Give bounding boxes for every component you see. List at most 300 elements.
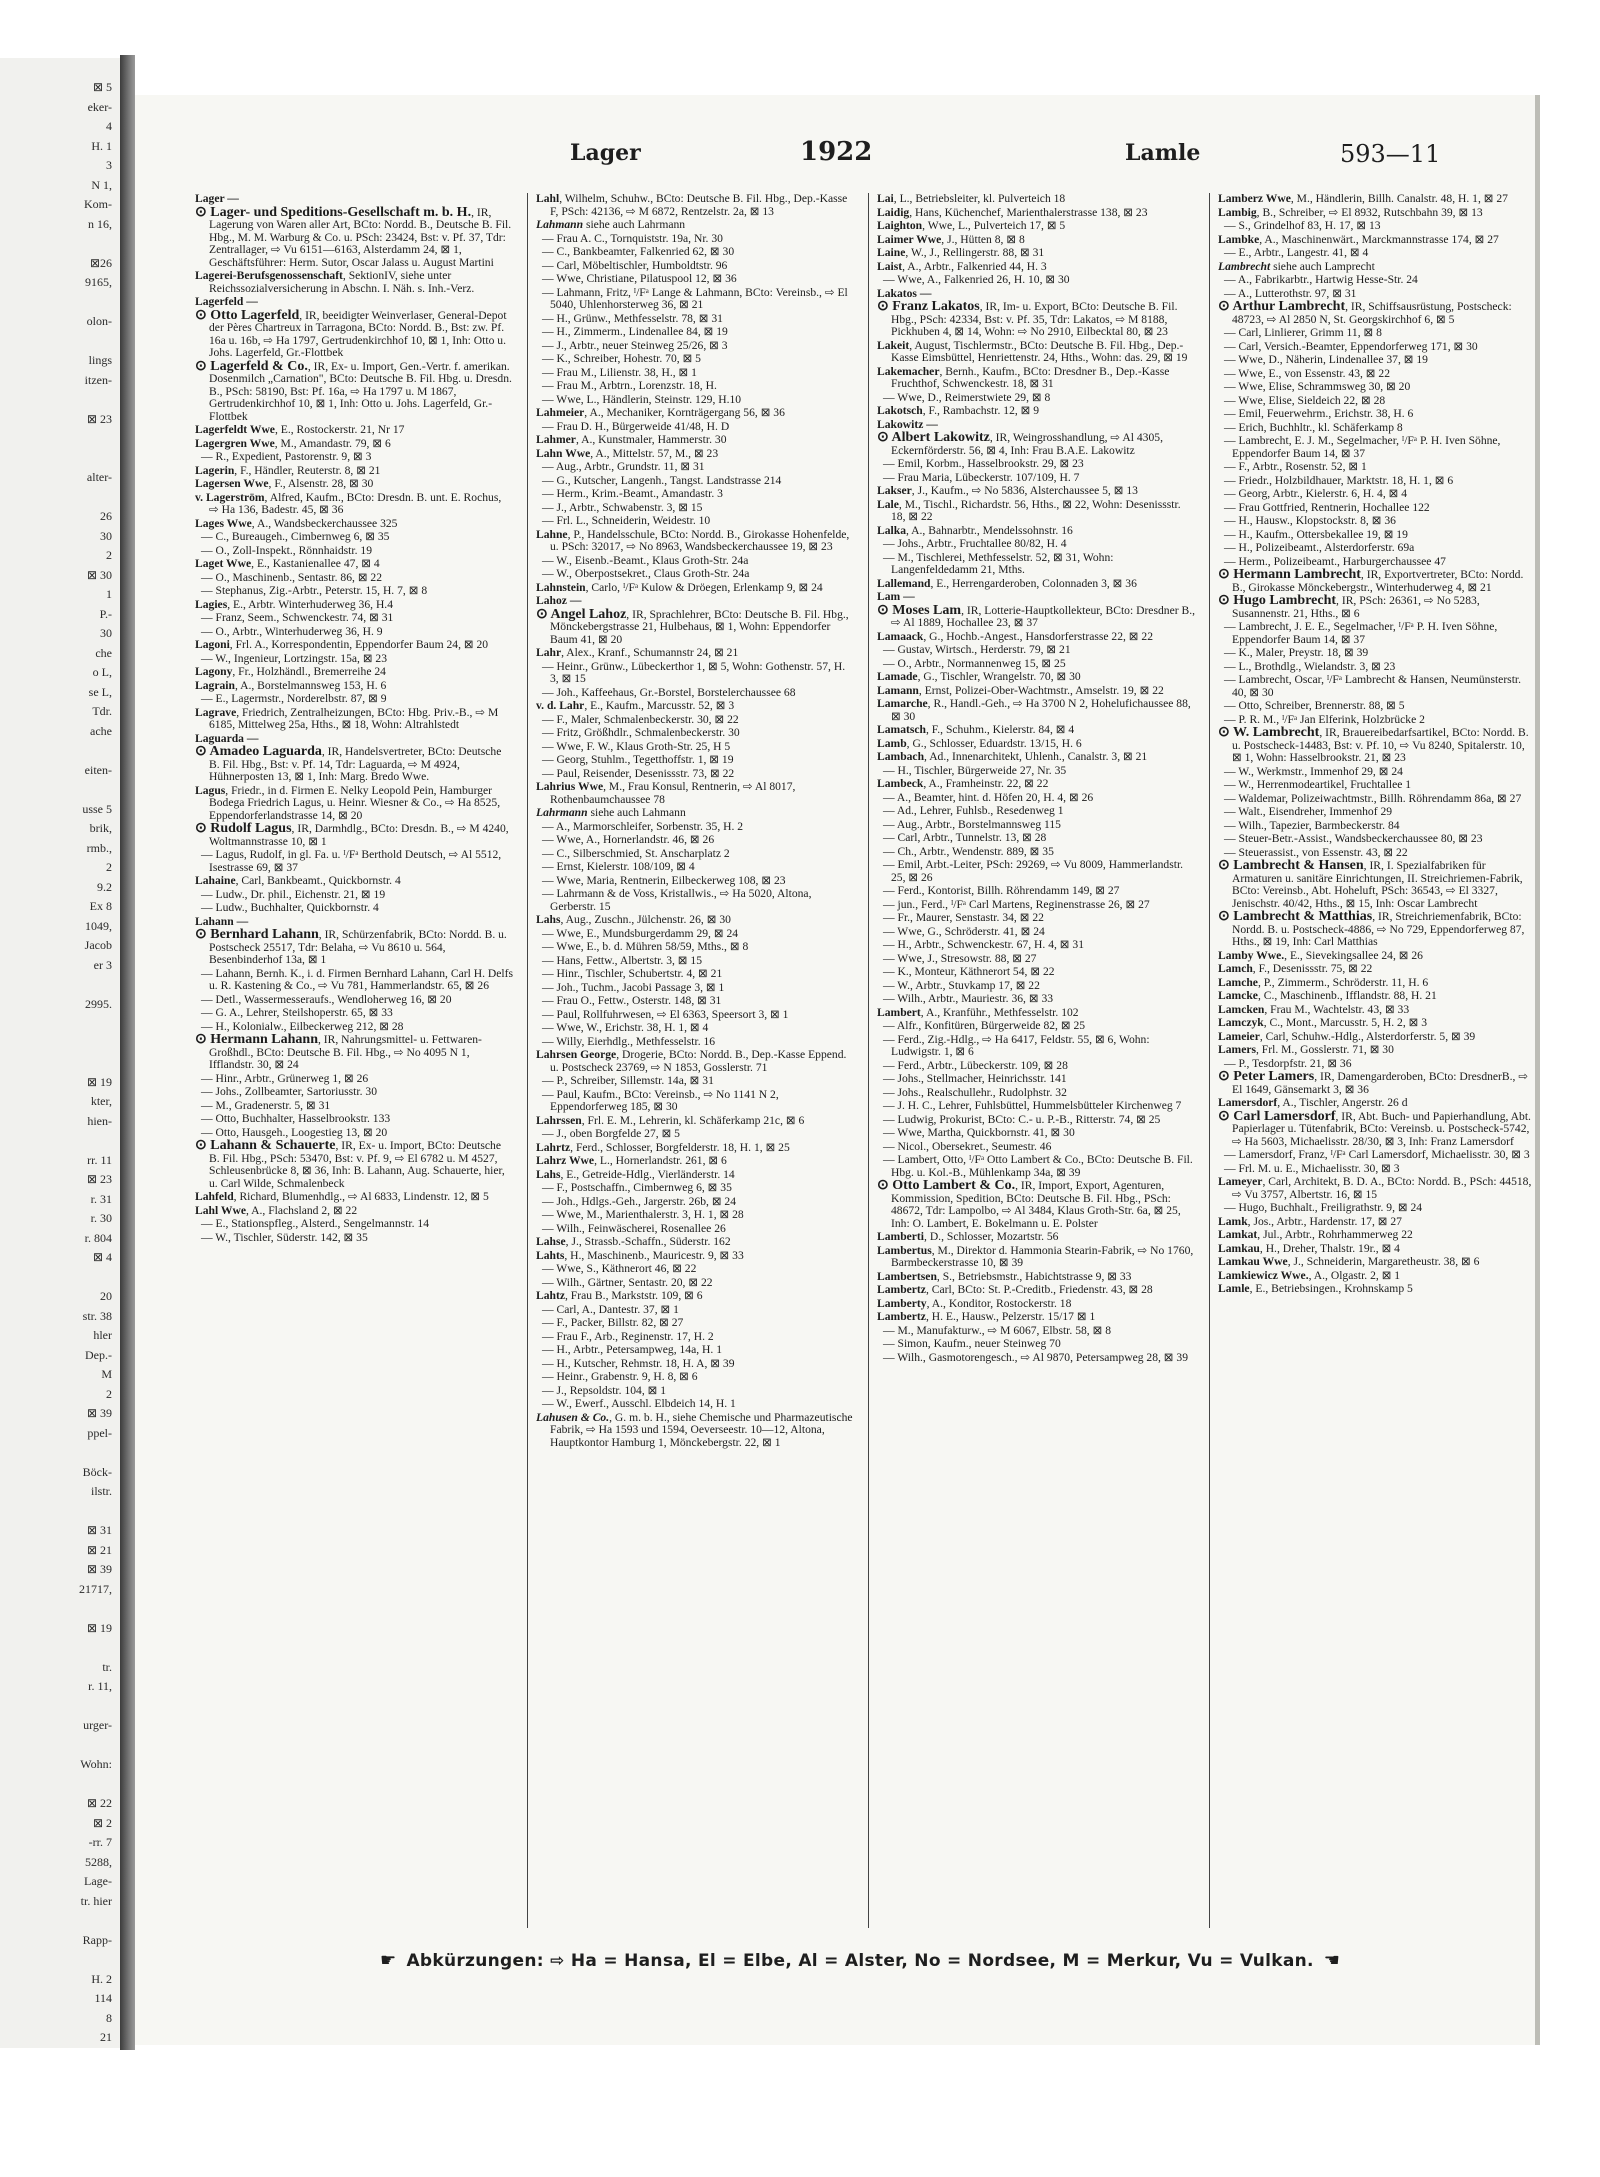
directory-entry: Lamberty, A., Konditor, Rostockerstr. 18	[877, 1296, 1072, 1310]
directory-entry: ⊙ Carl Lamersdorf, IR, Abt. Buch- und Papierhandlung, Abt. Papierlager u. Tütenfabrik, BCto: Vereinsb. u. Postscheck-5742, ⇨ Ha 5603, Michaelisstr. 28/30, ⊠ 3, Inh: Franz Lamersdorf	[1218, 1108, 1531, 1148]
directory-entry: — Wwe, D., Reimerstwiete 29, ⊠ 8	[883, 390, 1051, 404]
directory-entry: ⊙ Bernhard Lahann, IR, Schürzenfabrik, BCto: Nordd. B. u. Postscheck 25517, Tdr: Belaha, ⇨ Vu 8610 u. 564, Besenbinderhof 13a, ⊠ 1	[195, 927, 507, 966]
directory-entry: — Frl. L., Schneiderin, Weidestr. 10	[542, 514, 711, 527]
directory-entry: ⊙ Hermann Lahann, IR, Nahrungsmittel- u. Fettwaren-Großhdl., BCto: Deutsche B. Fil. Hbg., ⇨ No 4095 N 1, Ifflandstr. 30, ⊠ 24	[195, 1032, 482, 1071]
directory-entry: — Heinr., Grünw., Lübeckerthor 1, ⊠ 5, Wohn: Gothenstr. 57, H. 3, ⊠ 15	[542, 659, 846, 685]
directory-entry: — Wilh., Arbtr., Mauriestr. 36, ⊠ 33	[883, 992, 1054, 1005]
directory-entry: — Erich, Buchhltr., kl. Schäferkamp 8	[1224, 420, 1403, 434]
prev-page-fragment: urger-	[83, 1718, 112, 1732]
prev-page-fragment: olon-	[86, 314, 112, 328]
directory-entry: Lamk, Jos., Arbtr., Hardenstr. 17, ⊠ 27	[1218, 1214, 1402, 1228]
directory-entry: — M., Tischlerei, Methfesselstr. 52, ⊠ 31, Wohn: Langenfeldedamm 21, Mths.	[883, 550, 1114, 576]
directory-entry: — Ferd., Zig.-Hdlg., ⇨ Ha 6417, Feldstr. 55, ⊠ 6, Wohn: Ludwigstr. 1, ⊠ 6	[883, 1032, 1150, 1058]
directory-entry: Lahmer, A., Kunstmaler, Hammerstr. 30	[536, 433, 727, 446]
directory-entry: Laist, A., Arbtr., Falkenried 44, H. 3	[877, 259, 1047, 273]
directory-entry: — Wilh., Feinwäscherei, Rosenallee 26	[542, 1221, 726, 1235]
directory-entry: — H., Kutscher, Rehmstr. 18, H. A, ⊠ 39	[542, 1356, 735, 1370]
directory-entry: — H., Kaufm., Ottersbekallee 19, ⊠ 19	[1224, 527, 1408, 541]
directory-entry: Lamche, P., Zimmerm., Schröderstr. 11, H. 6	[1218, 975, 1429, 989]
directory-entry: — Franz, Seem., Schwenckestr. 74, ⊠ 31	[201, 611, 394, 624]
directory-entry: — J., oben Borgfelde 27, ⊠ 5	[542, 1127, 680, 1140]
directory-entry: — O., Zoll-Inspekt., Rönnhaidstr. 19	[201, 543, 372, 557]
directory-entry: — W., Oberpostsekret., Claus Groth-Str. 24a	[542, 567, 750, 580]
directory-entry: — Wwe, D., Näherin, Lindenallee 37, ⊠ 19	[1224, 353, 1428, 366]
book-gutter	[120, 55, 135, 2050]
prev-page-fragment: lings	[88, 353, 112, 367]
directory-entry: — Frau M., Arbtrn., Lorenzstr. 18, H.	[542, 379, 717, 392]
directory-entry: — Lambrecht, J. E. E., Segelmacher, ᴵ/Fᵃ P. H. Iven Söhne, Eppendorfer Baum 14, ⊠ 37	[1224, 620, 1498, 646]
directory-entry: Lahts, H., Maschinenb., Mauricestr. 9, ⊠ 33	[536, 1248, 744, 1262]
directory-entry: ⊙ Lagerfeld & Co., IR, Ex- u. Import, Gen.-Vertr. f. amerikan. Dosenmilch „Carnation", BCto: Deutsche B. Fil. Hbg. u. Dresdn. B., PSch: 58190, Bst: Pf. 16a, ⇨ Ha 1797 u. M 1867, Gertrudenkirchhof 10, ⊠ 1, Inh: Otto u. Johs. Lagerfeld, Gr.-Flottbek	[195, 358, 512, 423]
directory-entry: Lahrius Wwe, M., Frau Konsul, Rentnerin, ⇨ Al 8017, Rothenbaumchaussee 78	[536, 780, 796, 806]
surname-heading: Lagerfeld —	[195, 295, 258, 308]
directory-entry: Lahusen & Co., G. m. b. H., siehe Chemische und Pharmazeutische Fabrik, ⇨ Ha 1593 und 1594, Oeverseestr. 10—12, Altona, Hauptkontor Hamburg 1, Mönckebergstr. 22, ⊠ 1	[536, 1410, 853, 1449]
prev-page-fragment: 114	[94, 1991, 112, 2005]
directory-entry: — Wwe, L., Händlerin, Steinstr. 129, H.10	[542, 392, 742, 406]
prev-page-fragment: 21717,	[79, 1581, 112, 1596]
directory-entry: ⊙ Lager- und Speditions-Gesellschaft m. b. H., IR, Lagerung von Waren aller Art, BCto: Nordd. B., Deutsche B. Fil. Hbg., M. M. Warburg & Co. u. PSch: 23424, Bst: v. Pf. 37, Tdr: Zentrallager, ⇨ Vu 6151—6163, Alsterdamm 24, ⊠ 1, Geschäftsführer: Herm. Sutor, Oscar Jalass u. August Martini	[195, 204, 512, 269]
directory-entry: — Johs., Stellmacher, Heinrichsstr. 141	[883, 1072, 1067, 1085]
directory-entry: Lagony, Fr., Holzhändl., Bremerreihe 24	[195, 665, 386, 678]
running-head-year: 1922	[800, 137, 873, 167]
directory-page	[135, 95, 1540, 2045]
directory-entry: — W., Ingenieur, Lortzingstr. 15a, ⊠ 23	[201, 651, 388, 665]
directory-entry: Lambeck, A., Framheinstr. 22, ⊠ 22	[877, 777, 1049, 790]
directory-entry: — Frau A. C., Tornquiststr. 19a, Nr. 30	[542, 231, 723, 245]
directory-entry: — C., Bureaugeh., Cimbernweg 6, ⊠ 35	[201, 530, 390, 543]
prev-page-fragment: 8	[106, 2010, 112, 2025]
directory-entry: — Gustav, Wirtsch., Herderstr. 79, ⊠ 21	[883, 643, 1071, 656]
directory-entry: Lahs, E., Getreide-Hdlg., Vierländerstr. 14	[536, 1167, 735, 1181]
directory-entry: — F., Packer, Billstr. 82, ⊠ 27	[542, 1316, 684, 1329]
directory-entry: — Johs., Zollbeamter, Sartoriusstr. 30	[201, 1085, 378, 1098]
prev-page-fragment: kter,	[90, 1094, 112, 1108]
directory-entry: — Hans, Fettw., Albertstr. 3, ⊠ 15	[542, 953, 702, 967]
directory-entry: — Ludw., Dr. phil., Eichenstr. 21, ⊠ 19	[201, 887, 386, 901]
directory-entry: Lamch, F., Desenissstr. 75, ⊠ 22	[1218, 962, 1373, 975]
directory-entry: Laimer Wwe, J., Hütten 8, ⊠ 8	[877, 232, 1025, 246]
directory-entry: — M., Gradenerstr. 5, ⊠ 31	[201, 1098, 331, 1112]
prev-page-fragment: Rapp-	[82, 1932, 112, 1947]
directory-entry: ⊙ Franz Lakatos, IR, Im- u. Export, BCto: Deutsche B. Fil. Hbg., PSch: 42334, Bst: v. Pf. 35, Tdr: Lakatos, ⇨ M 8188, Pickhuben 4, ⊠ 14, Wohn: ⇨ No 2910, Eilbecktal 80, ⊠ 23	[877, 299, 1178, 338]
directory-entry: ⊙ Otto Lambert & Co., IR, Import, Export, Agenturen, Kommission, Spedition, BCto: Deutsche B. Fil. Hbg., PSch: 48672, Tdr: Lampolbo, ⇨ Al 3484, Klaus Groth-Str. 6a, ⊠ 25, Inh: O. Lambert, E. Bokelmann u. E. Polster	[877, 1178, 1181, 1230]
prev-page-fragment: Kom-	[84, 197, 112, 211]
directory-entry: Lameyer, Carl, Architekt, B. D. A., BCto: Nordd. B., PSch: 44518, ⇨ Vu 3757, Albertstr. 16, ⊠ 15	[1218, 1175, 1532, 1201]
directory-entry: Lahrz Wwe, L., Hornerlandstr. 261, ⊠ 6	[536, 1154, 727, 1167]
directory-entry: Lambert, A., Kranführ., Methfesselstr. 102	[877, 1005, 1079, 1019]
prev-page-fragment: se L,	[88, 684, 112, 699]
directory-entry: ⊙ Arthur Lambrecht, IR, Schiffsausrüstung, Postscheck: 48723, ⇨ Al 2850 N, St. Georgskirchhof 6, ⊠ 5	[1218, 299, 1512, 326]
directory-entry: — H., Kolonialw., Eilbeckerweg 212, ⊠ 28	[201, 1019, 404, 1033]
directory-column-4	[1218, 193, 1536, 1928]
prev-page-fragment: ache	[90, 723, 112, 738]
directory-entry: — Frau D. H., Bürgerweide 41/48, H. D	[542, 419, 730, 433]
prev-page-fragment: ⊠ 4	[92, 1250, 112, 1264]
directory-entry: — Lagus, Rudolf, in gl. Fa. u. ᴵ/Fᵃ Berthold Deutsch, ⇨ Al 5512, Isestrasse 69, ⊠ 37	[201, 848, 502, 874]
directory-entry: — Otto, Schreiber, Brennerstr. 88, ⊠ 5	[1224, 699, 1405, 712]
prev-page-fragment: ⊠ 23	[86, 1172, 112, 1186]
directory-entry: ⊙ Lahann & Schauerte, IR, Ex- u. Import, BCto: Deutsche B. Fil. Hbg., PSch: 53470, Bst: v. Pf. 9, ⇨ El 6782 u. M 4527, Schleusenbrücke 8, ⊠ 36, Inh: B. Lahann, Aug. Schauerte, hier, u. Carl Wilde, Schmalenbeck	[195, 1138, 505, 1190]
directory-entry: — Lambert, Otto, ᴵ/Fᵃ Otto Lambert & Co., BCto: Deutsche B. Fil. Hbg. u. Kol.-B., Mühlenkamp 34a, ⊠ 39	[883, 1153, 1193, 1179]
directory-entry: — H., Arbtr., Schwenckestr. 67, H. 4, ⊠ 31	[883, 938, 1084, 951]
prev-page-fragment: r. 30	[90, 1211, 112, 1225]
directory-entry: — Johs., Arbtr., Fruchtallee 80/82, H. 4	[883, 537, 1067, 550]
directory-entry: Lahn Wwe, A., Mittelstr. 57, M., ⊠ 23	[536, 446, 719, 460]
directory-entry: — Wwe, E., b. d. Mühren 58/59, Mths., ⊠ 8	[542, 940, 749, 953]
directory-entry: — W., Arbtr., Stuvkamp 17, ⊠ 22	[883, 978, 1040, 992]
prev-page-fragment: P.-	[99, 606, 112, 621]
directory-entry: — Simon, Kaufm., neuer Steinweg 70	[883, 1337, 1061, 1350]
directory-entry: — Frl. M. u. E., Michaelisstr. 30, ⊠ 3	[1224, 1161, 1400, 1175]
directory-entry: — Wwe, A., Hornerlandstr. 46, ⊠ 26	[542, 833, 715, 846]
directory-entry: — Wwe, Elise, Schrammsweg 30, ⊠ 20	[1224, 380, 1411, 393]
surname-heading: Lager —	[195, 193, 239, 205]
directory-entry: Lahrsen George, Drogerie, BCto: Nordd. B., Dep.-Kasse Eppend. u. Postscheck 23769, ⇨ N 1853, Gosslerstr. 71	[536, 1048, 847, 1074]
directory-entry: Lahfeld, Richard, Blumenhdlg., ⇨ Al 6833, Lindenstr. 12, ⊠ 5	[195, 1190, 489, 1203]
directory-entry: Lamcken, Frau M., Wachtelstr. 43, ⊠ 33	[1218, 1002, 1410, 1016]
prev-page-fragment: 26	[100, 509, 112, 523]
directory-entry: Lahmann siehe auch Lahrmann	[536, 218, 686, 231]
prev-page-fragment: N 1,	[91, 177, 112, 192]
directory-entry: — Steuer-Betr.-Assist., Wandsbeckerchaussee 80, ⊠ 23	[1224, 832, 1483, 845]
directory-entry: — L., Brothdlg., Wielandstr. 3, ⊠ 23	[1224, 659, 1396, 673]
directory-entry: Lakotsch, F., Rambachstr. 12, ⊠ 9	[877, 404, 1040, 417]
directory-entry: Lamade, G., Tischler, Wrangelstr. 70, ⊠ 30	[877, 670, 1081, 683]
directory-entry: — E., Arbtr., Langestr. 41, ⊠ 4	[1224, 246, 1369, 259]
prev-page-fragment: ⊠ 39	[86, 1406, 112, 1420]
prev-page-fragment: Wohn:	[80, 1757, 112, 1771]
directory-entry: Lamczyk, C., Mont., Marcusstr. 5, H. 2, ⊠ 3	[1218, 1016, 1428, 1029]
directory-entry: — M., Manufakturw., ⇨ M 6067, Elbstr. 58, ⊠ 8	[883, 1323, 1111, 1337]
directory-entry: — Otto, Hausgeh., Loogestieg 13, ⊠ 20	[201, 1125, 388, 1139]
directory-entry: — A., Beamter, hint. d. Höfen 20, H. 4, ⊠ 26	[883, 790, 1094, 804]
surname-heading: Lakowitz —	[877, 417, 938, 431]
directory-entry: Laine, W., J., Rellingerstr. 88, ⊠ 31	[877, 246, 1045, 259]
directory-entry: Lamersdorf, A., Tischler, Angerstr. 26 d	[1218, 1096, 1408, 1109]
directory-entry: — J., Repsoldstr. 104, ⊠ 1	[542, 1383, 667, 1397]
directory-entry: — Nicol., Obersekret., Seumestr. 46	[883, 1139, 1052, 1153]
prev-page-fragment: 1049,	[85, 918, 112, 933]
directory-entry: Lagrain, A., Borstelmannsweg 153, H. 6	[195, 678, 387, 692]
directory-entry: Lambertz, H. E., Hausw., Pelzerstr. 15/17 ⊠ 1	[877, 1310, 1096, 1323]
prev-page-fragment: -rr. 7	[88, 1835, 112, 1849]
directory-entry: — Steuerassist., von Essenstr. 43, ⊠ 22	[1224, 845, 1408, 859]
directory-entry: — Joh., Hdlgs.-Geh., Jargerstr. 26b, ⊠ 24	[542, 1194, 737, 1208]
prev-page-fragment: r. 11,	[88, 1679, 112, 1693]
running-head-last-entry: Lamle	[1125, 140, 1201, 166]
directory-entry: — Wwe, Martha, Quickbornstr. 41, ⊠ 30	[883, 1126, 1075, 1139]
prev-page-fragment: ilstr.	[90, 1484, 112, 1498]
surname-heading: Lahoz —	[536, 594, 582, 607]
prev-page-fragment: o L,	[92, 665, 112, 679]
directory-entry: Lalka, A., Bahnarbtr., Mendelssohnstr. 16	[877, 523, 1073, 537]
directory-entry: — Wilh., Tapezier, Barmbeckerstr. 84	[1224, 818, 1400, 832]
directory-entry: Lagus, Friedr., in d. Firmen E. Nelky Leopold Pein, Hamburger Bodega Friedrich Lagus, u. Heinr. Wiesner & Co., ⇨ Ha 8525, Eppendorferlandstrasse 14, ⊠ 20	[195, 783, 501, 822]
directory-entry: — Wwe, Maria, Rentnerin, Eilbeckerweg 108, ⊠ 23	[542, 873, 786, 887]
directory-entry: Lakser, J., Kaufm., ⇨ No 5836, Alsterchaussee 5, ⊠ 13	[877, 484, 1138, 497]
directory-entry: Lahr, Alex., Kranf., Schumannstr 24, ⊠ 21	[536, 646, 739, 659]
directory-entry: — H., Arbtr., Petersampweg, 14a, H. 1	[542, 1343, 722, 1356]
directory-entry: — F., Maler, Schmalenbeckerstr. 30, ⊠ 22	[542, 712, 739, 726]
previous-page-edge	[0, 58, 120, 2048]
directory-entry: — Ludwig, Prokurist, BCto: C.- u. P.-B., Ritterstr. 74, ⊠ 25	[883, 1112, 1161, 1126]
directory-entry: — Ad., Lehrer, Fuhlsb., Resedenweg 1	[883, 804, 1064, 817]
directory-entry: Lamarche, R., Handl.-Geh., ⇨ Ha 3700 N 2, Hohelufichaussee 88, ⊠ 30	[877, 697, 1191, 723]
surname-heading: Lam —	[877, 590, 915, 603]
directory-entry: Lallemand, E., Herrengarderoben, Colonnaden 3, ⊠ 36	[877, 576, 1137, 590]
prev-page-fragment: r. 804	[84, 1230, 112, 1245]
directory-entry: — S., Grindelhof 83, H. 17, ⊠ 13	[1224, 219, 1381, 232]
directory-entry: Lambertus, M., Direktor d. Hammonia Stearin-Fabrik, ⇨ No 1760, Barmbeckerstrasse 10, ⊠ 39	[877, 1243, 1194, 1269]
directory-entry: Lamkiewicz Wwe., A., Olgastr. 2, ⊠ 1	[1218, 1268, 1401, 1282]
directory-entry: ⊙ Hermann Lambrecht, IR, Exportvertreter, BCto: Nordd. B., Girokasse Mönckebergstr., Winterhuderweg 4, ⊠ 21	[1218, 567, 1524, 594]
directory-entry: — Walt., Eisendreher, Immenhof 29	[1224, 805, 1393, 818]
directory-entry: — Carl, A., Dantestr. 37, ⊠ 1	[542, 1302, 679, 1316]
directory-entry: — Wwe, W., Erichstr. 38, H. 1, ⊠ 4	[542, 1021, 709, 1034]
directory-entry: Lambrecht siehe auch Lamprecht	[1218, 259, 1375, 273]
directory-entry: Lakemacher, Bernh., Kaufm., BCto: Dresdner B., Dep.-Kasse Fruchthof, Schwenckestr. 18, ⊠ 31	[877, 364, 1170, 390]
prev-page-fragment: ⊠ 39	[86, 1562, 112, 1576]
directory-entry: Lahaine, Carl, Bankbeamt., Quickbornstr. 4	[195, 874, 401, 887]
directory-entry: — Emil, Arbt.-Leiter, PSch: 29269, ⇨ Vu 8009, Hammerlandstr. 25, ⊠ 26	[883, 858, 1184, 884]
prev-page-fragment: Böck-	[82, 1464, 112, 1479]
surname-heading: Lakatos —	[877, 286, 932, 300]
directory-entry: — P. R. M., ᴵ/Fᵃ Jan Elferink, Holzbrücke 2	[1224, 712, 1425, 726]
directory-entry: Lamb, G., Schlosser, Eduardstr. 13/15, H. 6	[877, 736, 1082, 750]
directory-entry: — Lahann, Bernh. K., i. d. Firmen Bernhard Lahann, Carl H. Delfs u. R. Kastening & Co., ⇨ Vu 781, Hammerlandstr. 65, ⊠ 26	[201, 966, 513, 992]
directory-entry: — P., Schreiber, Sillemstr. 14a, ⊠ 31	[542, 1074, 714, 1087]
page-header	[135, 137, 1535, 180]
prev-page-fragment: tr. hier	[80, 1893, 112, 1908]
prev-page-fragment: ⊠ 5	[92, 80, 112, 94]
directory-entry: — Paul, Kaufm., BCto: Vereinsb., ⇨ No 1141 N 2, Eppendorferweg 185, ⊠ 30	[542, 1087, 779, 1113]
directory-entry: — E., Stationspfleg., Alsterd., Sengelmannstr. 14	[201, 1217, 429, 1230]
prev-page-fragment: itzen-	[84, 372, 112, 387]
directory-entry: — Paul, Reisender, Desenissstr. 73, ⊠ 22	[542, 766, 735, 780]
prev-page-fragment: eker-	[87, 99, 112, 114]
directory-entry: Lamkat, Jul., Arbtr., Rohrhammerweg 22	[1218, 1228, 1413, 1241]
directory-entry: Lambertsen, S., Betriebsmstr., Habichtstrasse 9, ⊠ 33	[877, 1269, 1132, 1283]
directory-entry: — Frau Gottfried, Rentnerin, Hochallee 122	[1224, 500, 1430, 514]
abbreviations-footer	[370, 1950, 1370, 1978]
directory-entry: — Friedr., Holzbildhauer, Marktstr. 18, H. 1, ⊠ 6	[1224, 473, 1454, 487]
directory-entry: — Johs., Realschullehr., Rudolphstr. 32	[883, 1085, 1067, 1099]
directory-entry: — K., Maler, Preystr. 18, ⊠ 39	[1224, 646, 1369, 659]
directory-entry: — W., Eisenb.-Beamt., Klaus Groth-Str. 24a	[542, 553, 749, 567]
directory-entry: — Wwe, A., Falkenried 26, H. 10, ⊠ 30	[883, 273, 1070, 286]
directory-entry: — H., Grünw., Methfesselstr. 78, ⊠ 31	[542, 311, 723, 325]
directory-entry: — W., Herrenmodeartikel, Fruchtallee 1	[1224, 778, 1412, 791]
directory-entry: Lahs, Aug., Zuschn., Jülchenstr. 26, ⊠ 30	[536, 913, 731, 926]
directory-entry: — Ch., Arbtr., Wendenstr. 889, ⊠ 35	[883, 844, 1054, 858]
prev-page-fragment: hler	[93, 1328, 112, 1342]
directory-entry: — Emil, Korbm., Hasselbrookstr. 29, ⊠ 23	[883, 457, 1084, 470]
prev-page-fragment: 9165,	[85, 275, 112, 289]
directory-entry: — Wwe, E., von Essenstr. 43, ⊠ 22	[1224, 366, 1391, 380]
directory-entry: — Wwe, E., Mundsburgerdamm 29, ⊠ 24	[542, 926, 739, 940]
directory-entry: Lagerei-Berufsgenossenschaft, SektionIV, siehe unter Reichssozialversicherung in Abschn. I. Näh. s. Inh.-Verz.	[195, 269, 475, 295]
directory-entry: — O., Maschinenb., Sentastr. 86, ⊠ 22	[201, 570, 383, 584]
directory-entry: Lahrmann siehe auch Lahmann	[536, 806, 686, 819]
directory-entry: — F., Postschaffn., Cimbernweg 6, ⊠ 35	[542, 1181, 732, 1194]
directory-entry: — Frau O., Fettw., Osterstr. 148, ⊠ 31	[542, 994, 722, 1007]
directory-entry: ⊙ Lambrecht & Hansen, IR, I. Spezialfabriken für Armaturen u. sanitäre Einrichtungen, II. Streichriemen-Fabrik, BCto: Vereinsb., Abt. Hoheluft, PSch: 36543, ⇨ El 3327, Jenischstr. 40/42, Hths., ⊠ 15, Inh: Oscar Lambrecht	[1218, 858, 1523, 910]
directory-entry: — Herm., Krim.-Beamt., Amandastr. 3	[542, 487, 723, 500]
directory-entry: Lahl Wwe, A., Flachsland 2, ⊠ 22	[195, 1203, 358, 1217]
directory-entry: — Lambrecht, Oscar, ᴵ/Fᵃ Lambrecht & Hansen, Neumünsterstr. 40, ⊠ 30	[1224, 673, 1522, 699]
directory-entry: ⊙ Hugo Lambrecht, IR, PSch: 26361, ⇨ No 5283, Susannenstr. 21, Hths., ⊠ 6	[1218, 593, 1480, 620]
prev-page-fragment: 5288,	[85, 1854, 112, 1869]
abbreviations-text: Abkürzungen: ⇨ Ha = Hansa, El = Elbe, Al = Alster, No = Nordsee, M = Merkur, Vu = Vulkan.	[406, 1951, 1314, 1971]
prev-page-fragment: Tdr.	[92, 704, 112, 718]
prev-page-fragment: ppel-	[87, 1425, 112, 1440]
directory-entry: Lambig, B., Schreiber, ⇨ El 8932, Rutschbahn 39, ⊠ 13	[1218, 205, 1483, 219]
directory-entry: — Wilh., Gasmotorengesch., ⇨ Al 9870, Petersampweg 28, ⊠ 39	[883, 1350, 1189, 1364]
directory-entry: — G. A., Lehrer, Steilshoperstr. 65, ⊠ 33	[201, 1006, 393, 1019]
directory-entry: — E., Lagermstr., Norderelbstr. 87, ⊠ 9	[201, 692, 387, 705]
directory-entry: v. d. Lahr, E., Kaufm., Marcusstr. 52, ⊠ 3	[536, 699, 735, 712]
directory-entry: Lahrtz, Ferd., Schlosser, Borgfelderstr. 18, H. 1, ⊠ 25	[536, 1140, 790, 1154]
prev-page-fragment: Lage-	[84, 1874, 112, 1888]
directory-entry: — Lahmann, Fritz, ᴵ/Fᵃ Lange & Lahmann, BCto: Vereinsb., ⇨ El 5040, Uhlenhorsterweg 36, ⊠ 21	[542, 285, 848, 311]
directory-entry: — Aug., Arbtr., Borstelmannsweg 115	[883, 817, 1061, 831]
prev-page-fragment: H. 1	[91, 138, 112, 153]
directory-entry: — Wwe, Elise, Sieldeich 22, ⊠ 28	[1224, 393, 1386, 407]
directory-entry: — Ernst, Kielerstr. 108/109, ⊠ 4	[542, 860, 695, 873]
directory-entry: — Lamersdorf, Franz, ᴵ/Fᵃ Carl Lamersdorf, Michaelisstr. 30, ⊠ 3	[1224, 1148, 1530, 1161]
directory-entry: Lamkau, H., Dreher, Thalstr. 19r., ⊠ 4	[1218, 1241, 1400, 1255]
directory-entry: Lahrssen, Frl. E. M., Lehrerin, kl. Schäferkamp 21c, ⊠ 6	[536, 1113, 805, 1127]
directory-entry: Lagerin, F., Händler, Reuterstr. 8, ⊠ 21	[195, 463, 381, 477]
directory-entry: Lahnstein, Carlo, ᴵ/Fᵃ Kulow & Dröegen, Erlenkamp 9, ⊠ 24	[536, 580, 823, 594]
directory-entry: v. Lagerström, Alfred, Kaufm., BCto: Dresdn. B. unt. E. Rochus, ⇨ Ha 136, Badestr. 45, ⊠ 36	[195, 490, 502, 516]
prev-page-fragment: tr.	[102, 1659, 112, 1674]
directory-entry: Laget Wwe, E., Kastanienallee 47, ⊠ 4	[195, 557, 380, 570]
directory-entry: — Wwe, M., Marienthalerstr. 3, H. 1, ⊠ 28	[542, 1208, 744, 1221]
directory-entry: Lamle, E., Betriebsingen., Krohnskamp 5	[1218, 1282, 1413, 1295]
prev-page-fragment: r. 31	[90, 1191, 112, 1206]
directory-entry: — W., Tischler, Süderstr. 142, ⊠ 35	[201, 1230, 368, 1244]
directory-entry: Lagies, E., Arbtr. Winterhuderweg 36, H.4	[195, 597, 394, 611]
directory-entry: Laighton, Wwe, L., Pulverteich 17, ⊠ 5	[877, 219, 1066, 232]
directory-entry: Lamaack, G., Hochb.-Angest., Hansdorferstrasse 22, ⊠ 22	[877, 629, 1154, 643]
prev-page-fragment: n 16,	[88, 216, 112, 231]
prev-page-fragment: rr. 11	[87, 1152, 112, 1167]
prev-page-fragment: 1	[106, 587, 112, 601]
directory-entry: — Willy, Eierhdlg., Methfesselstr. 16	[542, 1034, 716, 1048]
directory-entry: Lahl, Wilhelm, Schuhw., BCto: Deutsche B. Fil. Hbg., Dep.-Kasse F, PSch: 42136, ⇨ M 6872, Rentzelstr. 2a, ⊠ 13	[536, 193, 848, 218]
directory-entry: Lakeit, August, Tischlermstr., BCto: Deutsche B. Fil. Hbg., Dep.-Kasse Eimsbüttel, Henriettenstr. 24, Hths., Wohn: das. 29, ⊠ 19	[877, 338, 1188, 364]
prev-page-fragment: ⊠26	[89, 255, 112, 270]
prev-page-fragment: H. 2	[91, 1971, 112, 1986]
directory-entry: Lamberz Wwe, M., Händlerin, Billh. Canalstr. 48, H. 1, ⊠ 27	[1218, 193, 1508, 205]
surname-heading: Laguarda —	[195, 731, 259, 745]
directory-entry: Lagrave, Friedrich, Zentralheizungen, BCto: Hbg. Priv.-B., ⇨ M 6185, Mittelweg 25a, Hths., ⊠ 18, Wohn: Altrahlstedt	[195, 705, 499, 731]
directory-entry: Lahse, J., Strassb.-Schaffn., Süderstr. 162	[536, 1235, 731, 1248]
prev-page-fragment: 21	[100, 2030, 112, 2044]
directory-entry: Lamby Wwe., E., Sievekingsallee 24, ⊠ 26	[1218, 948, 1423, 962]
directory-columns	[195, 193, 1555, 1928]
directory-entry: Lamatsch, F., Schuhm., Kielerstr. 84, ⊠ 4	[877, 723, 1075, 736]
directory-entry: — Heinr., Grabenstr. 9, H. 8, ⊠ 6	[542, 1370, 698, 1383]
directory-entry: — C., Silberschmied, St. Anscharplatz 2	[542, 846, 730, 860]
directory-entry: — R., Expedient, Pastorenstr. 9, ⊠ 3	[201, 450, 372, 463]
directory-entry: — K., Schreiber, Hohestr. 70, ⊠ 5	[542, 352, 701, 365]
prev-page-fragment: 2995.	[85, 996, 112, 1011]
directory-entry: — Waldemar, Polizeiwachtmstr., Billh. Röhrendamm 86a, ⊠ 27	[1224, 791, 1522, 805]
directory-entry: ⊙ Moses Lam, IR, Lotterie-Hauptkollekteur, BCto: Dresdner B., ⇨ Al 1889, Hochallee 23, ⊠ 37	[877, 602, 1195, 629]
directory-entry: — J., Arbtr., neuer Steinweg 25/26, ⊠ 3	[542, 338, 728, 352]
directory-entry: — Detl., Wassermesseraufs., Wendloherweg 16, ⊠ 20	[201, 992, 452, 1006]
directory-entry: Lages Wwe, A., Wandsbeckerchaussee 325	[195, 516, 398, 530]
directory-entry: — C., Bankbeamter, Falkenried 62, ⊠ 30	[542, 245, 735, 258]
pointing-hand-right-icon: ☚	[1323, 1950, 1341, 1971]
prev-page-fragment: alter-	[86, 470, 112, 484]
prev-page-fragment: 2	[106, 1386, 112, 1401]
directory-entry: Lambke, A., Maschinenwärt., Marckmannstrasse 174, ⊠ 27	[1218, 232, 1499, 246]
directory-entry: — Frau F., Arb., Reginenstr. 17, H. 2	[542, 1329, 714, 1343]
prev-page-fragment: Jacob	[84, 938, 112, 952]
directory-entry: ⊙ Rudolf Lagus, IR, Darmhdlg., BCto: Dresdn. B., ⇨ M 4240, Woltmannstrasse 10, ⊠ 1	[195, 821, 509, 848]
prev-page-fragment: ⊠ 23	[86, 411, 112, 426]
directory-entry: Lai, L., Betriebsleiter, kl. Pulverteich 18	[877, 193, 1066, 205]
prev-page-fragment: str. 38	[82, 1308, 112, 1323]
directory-entry: — Ferd., Kontorist, Billh. Röhrendamm 149, ⊠ 27	[883, 884, 1120, 897]
directory-entry: — Herm., Polizeibeamt., Harburgerchaussee 47	[1224, 554, 1446, 568]
directory-entry: Lamkau Wwe, J., Schneiderin, Margaretheustr. 38, ⊠ 6	[1218, 1255, 1480, 1268]
prev-page-fragment: 9.2	[97, 879, 112, 894]
directory-entry: — Frau Maria, Lübeckerstr. 107/109, H. 7	[883, 470, 1080, 484]
directory-entry: — Wwe, S., Käthnerort 46, ⊠ 22	[542, 1262, 697, 1275]
prev-page-fragment: ⊠ 19	[86, 1620, 112, 1635]
directory-entry: ⊙ Angel Lahoz, IR, Sprachlehrer, BCto: Deutsche B. Fil. Hbg., Mönckebergstrasse 21, Hulbehaus, ⊠ 1, Wohn: Eppendorfer Baum 41, ⊠ 20	[536, 606, 849, 646]
directory-entry: — A., Fabrikarbtr., Hartwig Hesse-Str. 24	[1224, 273, 1418, 286]
directory-entry: — H., Zimmerm., Lindenallee 84, ⊠ 19	[542, 325, 728, 338]
prev-page-fragment: ⊠ 30	[86, 567, 112, 582]
directory-entry: — Frau M., Lilienstr. 38, H., ⊠ 1	[542, 365, 697, 379]
directory-entry: Lambach, Ad., Innenarchitekt, Uhlenh., Canalstr. 3, ⊠ 21	[877, 750, 1148, 763]
directory-entry: — Fr., Maurer, Senstastr. 34, ⊠ 22	[883, 911, 1044, 924]
prev-page-fragment: 2	[106, 548, 112, 562]
page-number: 593—11	[1340, 140, 1441, 168]
directory-entry: Lameier, Carl, Schuhw.-Hdlg., Alsterdorferstr. 5, ⊠ 39	[1218, 1029, 1476, 1043]
directory-entry: Lambertz, Carl, BCto: St. P.-Creditb., Friedenstr. 43, ⊠ 28	[877, 1283, 1153, 1296]
prev-page-fragment: ⊠ 21	[86, 1542, 112, 1557]
directory-entry: — Ferd., Arbtr., Lübeckerstr. 109, ⊠ 28	[883, 1058, 1068, 1072]
directory-entry: Lahtz, Frau B., Markststr. 109, ⊠ 6	[536, 1289, 703, 1302]
prev-page-fragment: Dep.-	[85, 1347, 112, 1362]
directory-entry: Lahne, P., Handelsschule, BCto: Nordd. B., Girokasse Hohenfelde, u. PSch: 32017, ⇨ No 8963, Wandsbeckerchaussee 19, ⊠ 23	[536, 527, 850, 553]
running-head-first-entry: Lager	[570, 140, 641, 166]
directory-entry: — P., Tesdorpfstr. 21, ⊠ 36	[1224, 1056, 1352, 1070]
directory-column-1	[195, 193, 513, 1928]
directory-entry: — Lambrecht, E. J. M., Segelmacher, ᴵ/Fᵃ P. H. Iven Söhne, Eppendorfer Baum 14, ⊠ 37	[1224, 434, 1501, 460]
prev-page-fragment: Ex 8	[89, 899, 112, 913]
directory-entry: — G., Kutscher, Langenh., Tangst. Landstrasse 214	[542, 473, 782, 487]
prev-page-fragment: brik,	[89, 821, 112, 835]
directory-entry: — Georg, Arbtr., Kielerstr. 6, H. 4, ⊠ 4	[1224, 487, 1408, 500]
prev-page-fragment: 3	[106, 158, 112, 172]
directory-entry: Lagergren Wwe, M., Amandastr. 79, ⊠ 6	[195, 436, 391, 450]
directory-entry: — Fritz, Größhdlr., Schmalenbeckerstr. 30	[542, 726, 740, 739]
directory-entry: — jun., Ferd., ᴵ/Fᵃ Carl Martens, Reginenstrasse 26, ⊠ 27	[883, 897, 1150, 911]
directory-entry: Lale, M., Tischl., Richardstr. 56, Hths., ⊠ 22, Wohn: Desenissstr. 18, ⊠ 22	[877, 497, 1181, 523]
prev-page-fragment: 2	[106, 860, 112, 874]
directory-entry: — A., Marmorschleifer, Sorbenstr. 35, H. 2	[542, 819, 744, 833]
directory-entry: ⊙ Otto Lagerfeld, IR, beeidigter Weinverlaser, General-Depot der Pères Chartreux in Tarragona, BCto: Nordd. B., Bst: zw. Pf. 16a u. 16b, ⇨ Ha 1797, Gertrudenkirchhof 10, ⊠ 1, Inh: Otto u. Johs. Lagerfeld, Gr.-Flottbek	[195, 307, 507, 359]
directory-entry: — Ludw., Buchhalter, Quickbornstr. 4	[201, 901, 379, 914]
directory-entry: Lagersen Wwe, F., Alsenstr. 28, ⊠ 30	[195, 477, 374, 490]
